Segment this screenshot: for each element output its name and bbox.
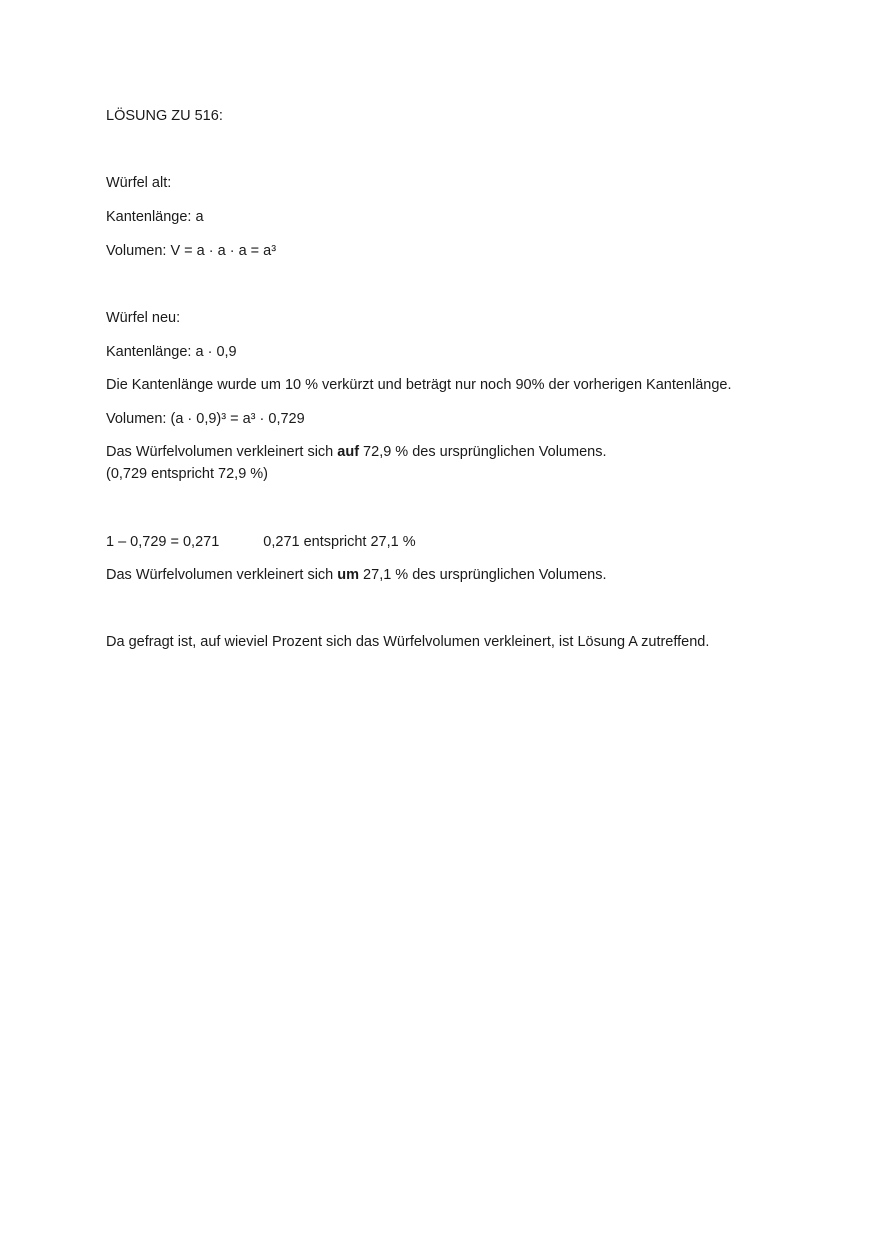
new-cube-label: Würfel neu: [106, 310, 181, 326]
result-auf-sentence [106, 444, 607, 461]
result-auf-bold: auf [337, 444, 360, 460]
old-cube-volume: Volumen: V = a · a · a = a³ [106, 243, 277, 259]
solution-heading: LÖSUNG ZU 516: [106, 108, 223, 124]
result-auf-note: (0,729 entspricht 72,9 %) [106, 466, 269, 482]
new-cube-edge: Kantenlänge: a · 0,9 [106, 344, 237, 360]
result-um-pre: Das Würfelvolumen verkleinert sich [106, 567, 338, 583]
result-auf-pre: Das Würfelvolumen verkleinert sich [106, 444, 338, 460]
old-cube-label: Würfel alt: [106, 175, 172, 191]
new-cube-explanation: Die Kantenlänge wurde um 10 % verkürzt und beträgt nur noch 90% der vorherigen Kantenlänge. [106, 377, 732, 393]
conclusion: Da gefragt ist, auf wieviel Prozent sich das Würfelvolumen verkleinert, ist Lösung A zutreffend. [106, 634, 710, 650]
result-auf-post: 72,9 % des ursprünglichen Volumens. [359, 444, 607, 460]
result-um-bold: um [337, 567, 360, 583]
result-um-post: 27,1 % des ursprünglichen Volumens. [359, 567, 607, 583]
old-cube-edge: Kantenlänge: a [106, 209, 204, 225]
difference-equivalent: 0,271 entspricht 27,1 % [263, 534, 416, 550]
difference-calc: 1 – 0,729 = 0,271 [106, 534, 220, 550]
difference-row [106, 534, 416, 551]
result-um-sentence [106, 567, 607, 584]
new-cube-volume: Volumen: (a · 0,9)³ = a³ · 0,729 [106, 411, 305, 427]
